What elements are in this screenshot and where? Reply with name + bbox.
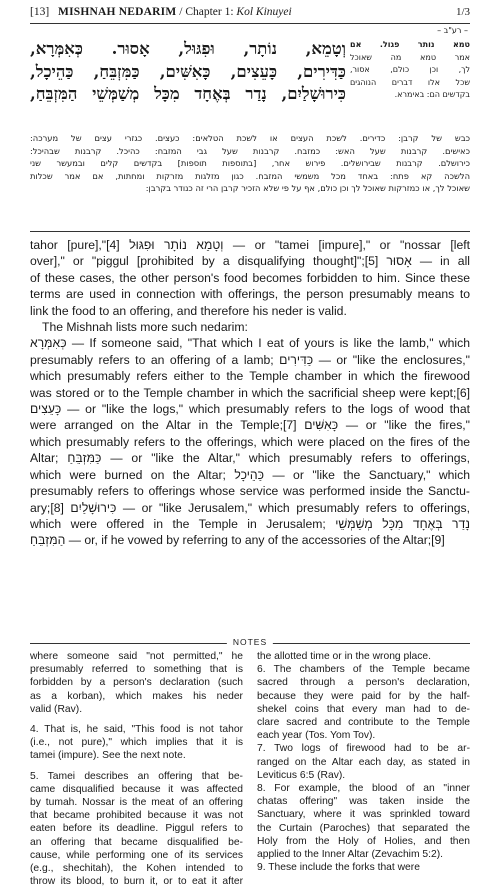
translation-rule xyxy=(30,231,470,232)
commentary-line: כאישים. קרבנות שעל האש: כמזבח. קרבנות שעל גבי המזבח: כהיכל. קרבנות שבהיכל: xyxy=(30,145,470,156)
side-line: שכל אלו דברים הנוהגים xyxy=(350,77,470,87)
note-line: throw its blood, to burn it, or to eat it after xyxy=(30,876,243,888)
note-line: ranged on the Altar each day, as stated in xyxy=(257,756,470,768)
mishnah-text xyxy=(30,38,346,106)
translation-line: which presumably refers to the offerings, which were placed on the fires of the xyxy=(30,434,470,449)
side-line: טמא נותר פגול. אם xyxy=(350,40,470,49)
note-line: eaten before its deadline. Piggul refers to xyxy=(30,823,243,835)
translation-line: which were offered in the Temple in Jerusalem; נָדַר בְּאֶחָד מִכָּל מְשַׁמְּשֵׁי xyxy=(30,516,470,531)
notes-column-right xyxy=(257,650,470,874)
translation-line: were arranged on the Altar in the Temple;[7] כָּאִשִּׁים — or "like the fires," xyxy=(30,418,471,433)
translation-line: presumably refers to offerings whose service was performed inside the Sanctu- xyxy=(30,484,470,499)
note-line: Sanctuary, where it was sprinkled toward xyxy=(257,809,470,821)
note-line: 5. Tamei describes an offering that be- xyxy=(30,770,243,782)
translation-line: The Mishnah lists more such nedarim: xyxy=(42,320,248,335)
note-line: Leviticus 6:5 (Rav). xyxy=(257,769,346,781)
translation-line: was stored or to the Temple chamber in which the sacrificial sheep were kept;[6] xyxy=(30,385,470,400)
note-line: forbidden by a person's declaration (such xyxy=(30,677,243,689)
note-line: (e.g., shechitah), the Kohen intended to xyxy=(30,863,243,875)
note-line: by tumah. Nossar is the meat of an offering xyxy=(30,797,243,809)
translation-line: הַמִּזְבֵּחַ — or, if he vowed by referring to any of the accessories of the Altar;[9] xyxy=(30,533,445,548)
commentary-line: כירושלם. קרבנות שבירושלים. פירוש אחר, [בתוספות תוספות] בקדשים קלים ובמעשר שני xyxy=(30,158,470,168)
note-line: presumably referred to something that is xyxy=(30,664,243,676)
commentary-line: שאוכל לך, או כמזרקות שאוכל לך וכן כולם, אף על פי שלא הזכיר קרבן הרי זה כנודר בקרבן: xyxy=(145,183,470,193)
translation-line: of these cases, the other person's food becomes forbidden to him. Since these xyxy=(30,270,470,285)
notes-label: NOTES xyxy=(227,637,273,647)
note-line: valid (Rav). xyxy=(30,703,83,715)
note-line: each year (Tos. Yom Tov). xyxy=(257,730,376,742)
note-line: where someone said "not permitted," he xyxy=(30,651,243,662)
section-number: 1/3 xyxy=(455,6,470,18)
header-rule xyxy=(30,23,470,24)
translation-line: tahor [pure],"[4] וְטָמֵא נוֹתָר וּפִגּוּל — or "tamei [impure]," or "nossar [left xyxy=(30,238,470,252)
chapter-name: Kol Kinuyei xyxy=(236,6,292,18)
translation-line: which presumably refers either to the Temple chamber in which the firewood xyxy=(30,369,470,384)
note-line: the Curtain (Paroches) that separated the xyxy=(257,822,470,834)
rav-label: – רע"ב – xyxy=(437,26,468,35)
translation-line: link the food to an offering, and therefore his neder is valid. xyxy=(30,303,347,318)
notes-divider xyxy=(30,638,470,648)
commentary-line: הלשכה קא פתח: באחד מכל משמשי המזבח. כגון מזלגות מזרקות ומחתות, אם אמר שכלות xyxy=(30,170,470,181)
note-line: sacred through a person's declaration, xyxy=(257,677,470,689)
mishnah-line: כִּירוּשָׁלַיִם, נָדַר בְּאֶחָד מִכָּל מְשַׁמְּשֵׁי הַמִּזְבֵּחַ, xyxy=(30,84,346,103)
note-line: 6. The chambers of the Temple became xyxy=(257,664,470,676)
mishnah-line: כַּדִּירִים, כָּעֵצִים, כָּאִשִּׁים, כַּמִּזְבֵּחַ, כַּהֵיכָל, xyxy=(30,61,346,81)
note-line: because they were paid for by the half- xyxy=(257,690,470,702)
note-line: 9. These include the forks that were xyxy=(257,862,420,874)
translation-line: Altar; כַּמִּזְבֵּחַ — or "like the Altar," which presumably refers to offerings, xyxy=(30,451,470,466)
note-line: chatas offering" was taken inside the xyxy=(257,796,470,808)
header-left xyxy=(30,6,292,18)
note-line: an offering that became disqualified be- xyxy=(30,836,243,848)
note-line: applied to the Inner Altar (Zevachim 5:2). xyxy=(257,849,444,861)
note-line: that became prohibited because it was not xyxy=(30,810,243,822)
side-line: לך, וכן כולם, אסור, xyxy=(350,65,470,75)
note-line: shekel coins that every man had to de- xyxy=(257,703,470,715)
translation-line: כָּעֵצִים — or "like the logs," which presumably refers to the logs of wood that xyxy=(30,402,470,417)
translation-line: over]," or "piggul [prohibited by a disqualifying thought]";[5] אָסוּר — in all xyxy=(30,254,470,269)
chapter-prefix: / Chapter 1: xyxy=(179,6,234,18)
note-line: Holy from the Holy of Holies, and then xyxy=(257,835,470,847)
book-title: MISHNAH NEDARIM xyxy=(58,6,177,18)
mishnah-line: וְטָמֵא, נוֹתָר, וּפִגּוּל, אָסוּר. כְּאִמְּרָא, xyxy=(30,39,346,58)
translation-line: כְּאִמְּרָא — If someone said, "That which I eat of yours is like the lamb," which xyxy=(30,336,470,351)
page-number: [13] xyxy=(30,6,50,18)
rav-commentary xyxy=(30,132,470,195)
translation-line: terms are used in connection with offerings, the person presumably means to xyxy=(30,287,470,302)
translation-line: ary;[8] כִּירוּשָׁלַיִם — or "like Jerusalem," which presumably refers to offerings, xyxy=(30,500,470,515)
page-header xyxy=(30,6,470,22)
note-line: tamei (impure). See the next note. xyxy=(30,750,186,762)
note-line: 4. That is, he said, "This food is not tahor xyxy=(30,724,243,736)
english-translation xyxy=(30,237,470,549)
note-line: clare sacred and contribute to the Temple xyxy=(257,717,470,729)
note-line: the allotted time or in the wrong place. xyxy=(257,651,432,662)
notes-column-left xyxy=(30,650,243,888)
rav-side-commentary xyxy=(350,39,470,102)
note-line: 8. For example, the blood of an "inner xyxy=(257,783,470,795)
note-line: cause, while performing one of its services xyxy=(30,849,243,861)
note-line: came disqualified because it was affected xyxy=(30,783,243,795)
note-line: (i.e., not pure)," which implies that it is xyxy=(30,737,243,749)
translation-line: presumably refers to an offering of a lamb; כַּדִּירִים — or "like the enclosures," xyxy=(30,352,470,367)
side-line: אמר טמא מה שאוכל xyxy=(350,52,470,62)
commentary-line: כבש של קרבן: כדירים. לשכת העצים או לשכת הטלאים: כעצים. כגזרי עצים של מערכה: xyxy=(30,133,470,143)
translation-line: which were burned on the Altar; כַּהֵיכָל — or "like the Sanctuary," which xyxy=(30,467,470,482)
side-line: בקדשים הם: באימרא. xyxy=(394,90,470,100)
note-line: as a korban), which makes his neder xyxy=(30,690,243,702)
note-line: 7. Two logs of firewood had to be ar- xyxy=(257,743,470,755)
